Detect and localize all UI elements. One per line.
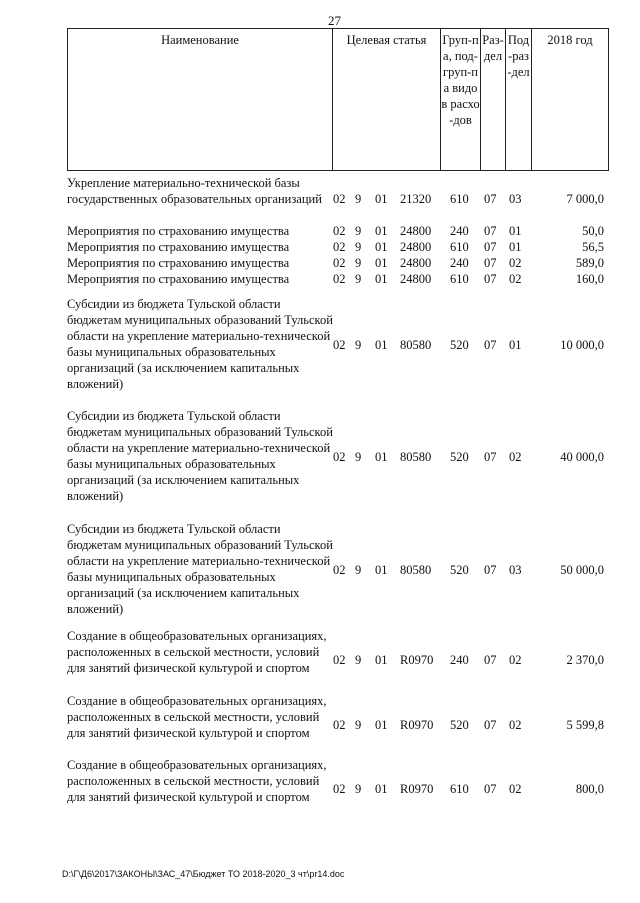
- row-expense-group: 610: [450, 781, 469, 796]
- row-expense-group: 610: [450, 271, 469, 286]
- row-code-1: 02: [333, 449, 346, 464]
- row-code-3: 01: [375, 717, 388, 732]
- row-subsection: 02: [509, 652, 522, 667]
- row-section: 07: [484, 781, 497, 796]
- row-subsection: 01: [509, 239, 522, 254]
- row-code-1: 02: [333, 223, 346, 238]
- row-amount: 50 000,0: [560, 562, 604, 577]
- row-section: 07: [484, 191, 497, 206]
- row-code-4: 80580: [400, 562, 432, 577]
- row-expense-group: 610: [450, 239, 469, 254]
- row-name: Укрепление материально-технической базы государственных образовательных организаций: [67, 176, 322, 206]
- row-code-3: 01: [375, 191, 388, 206]
- row-amount: 7 000,0: [566, 191, 604, 206]
- header-subsection: Под-раз-дел: [505, 28, 531, 171]
- row-code-4: R0970: [400, 652, 434, 667]
- row-code-2: 9: [355, 449, 362, 464]
- row-amount: 10 000,0: [560, 337, 604, 352]
- table-row: [0, 223, 640, 239]
- row-code-3: 01: [375, 239, 388, 254]
- row-amount: 589,0: [575, 255, 604, 270]
- row-section: 07: [484, 337, 497, 352]
- row-name: Мероприятия по страхованию имущества: [67, 272, 290, 286]
- row-amount: 800,0: [575, 781, 604, 796]
- table-row: [0, 521, 640, 619]
- table-row: [0, 628, 640, 692]
- row-code-2: 9: [355, 255, 362, 270]
- row-code-4: 80580: [400, 449, 432, 464]
- row-amount: 56,5: [582, 239, 604, 254]
- table-row: [0, 175, 640, 223]
- row-code-1: 02: [333, 717, 346, 732]
- row-code-2: 9: [355, 191, 362, 206]
- row-subsection: 02: [509, 255, 522, 270]
- row-section: 07: [484, 449, 497, 464]
- row-code-1: 02: [333, 239, 346, 254]
- row-expense-group: 240: [450, 223, 469, 238]
- row-section: 07: [484, 652, 497, 667]
- row-code-2: 9: [355, 271, 362, 286]
- row-code-3: 01: [375, 337, 388, 352]
- row-amount: 40 000,0: [560, 449, 604, 464]
- row-name: Создание в общеобразовательных организациях, расположенных в сельской местности, условий для занятий физической культурой и спортом: [67, 629, 327, 675]
- row-section: 07: [484, 255, 497, 270]
- row-expense-group: 240: [450, 652, 469, 667]
- header-year: 2018 год: [531, 28, 609, 171]
- row-expense-group: 610: [450, 191, 469, 206]
- row-code-2: 9: [355, 781, 362, 796]
- header-target-article: Целевая статья: [332, 28, 440, 171]
- row-code-4: R0970: [400, 781, 434, 796]
- row-code-1: 02: [333, 255, 346, 270]
- file-path-footer: D:\Г\Д6\2017\ЗАКОНЫ\ЗАС_47\Бюджет ТО 2018-2020_3 чт\pr14.doc: [62, 869, 345, 879]
- row-code-1: 02: [333, 337, 346, 352]
- row-name: Субсидии из бюджета Тульской области бюджетам муниципальных образований Тульской области на укрепление материально-технической базы муниципальных образовательных организаций (за исключением капитальных вложений): [67, 297, 333, 391]
- row-code-3: 01: [375, 562, 388, 577]
- table-row: [0, 239, 640, 255]
- row-subsection: 02: [509, 271, 522, 286]
- row-expense-group: 520: [450, 562, 469, 577]
- header-name: Наименование: [67, 28, 332, 171]
- row-code-4: 24800: [400, 239, 432, 254]
- header-expense-group: Груп-па, под-груп-па видов расхо-дов: [440, 28, 480, 171]
- row-section: 07: [484, 562, 497, 577]
- row-amount: 5 599,8: [566, 717, 604, 732]
- row-code-1: 02: [333, 652, 346, 667]
- row-expense-group: 520: [450, 337, 469, 352]
- row-subsection: 03: [509, 191, 522, 206]
- row-code-4: 24800: [400, 223, 432, 238]
- row-code-2: 9: [355, 337, 362, 352]
- row-code-3: 01: [375, 449, 388, 464]
- row-code-4: 24800: [400, 271, 432, 286]
- row-amount: 2 370,0: [566, 652, 604, 667]
- row-code-3: 01: [375, 223, 388, 238]
- table-row: [0, 296, 640, 394]
- row-code-1: 02: [333, 781, 346, 796]
- row-name: Субсидии из бюджета Тульской области бюджетам муниципальных образований Тульской области на укрепление материально-технической базы муниципальных образовательных организаций (за исключением капитальных вложений): [67, 522, 333, 616]
- row-code-1: 02: [333, 191, 346, 206]
- row-code-4: 24800: [400, 255, 432, 270]
- table-row: [0, 271, 640, 287]
- row-code-2: 9: [355, 239, 362, 254]
- row-subsection: 02: [509, 449, 522, 464]
- row-code-2: 9: [355, 717, 362, 732]
- row-code-4: 21320: [400, 191, 432, 206]
- row-section: 07: [484, 717, 497, 732]
- row-name: Создание в общеобразовательных организациях, расположенных в сельской местности, условий для занятий физической культурой и спортом: [67, 758, 327, 804]
- row-section: 07: [484, 271, 497, 286]
- row-name: Создание в общеобразовательных организациях, расположенных в сельской местности, условий для занятий физической культурой и спортом: [67, 694, 327, 740]
- row-amount: 160,0: [575, 271, 604, 286]
- row-subsection: 01: [509, 223, 522, 238]
- row-code-3: 01: [375, 781, 388, 796]
- row-name: Мероприятия по страхованию имущества: [67, 256, 290, 270]
- row-name: Субсидии из бюджета Тульской области бюджетам муниципальных образований Тульской области на укрепление материально-технической базы муниципальных образовательных организаций (за исключением капитальных вложений): [67, 409, 333, 503]
- row-expense-group: 520: [450, 717, 469, 732]
- row-code-2: 9: [355, 223, 362, 238]
- row-code-3: 01: [375, 652, 388, 667]
- header-section: Раз-дел: [480, 28, 505, 171]
- row-subsection: 02: [509, 781, 522, 796]
- row-code-4: 80580: [400, 337, 432, 352]
- table-row: [0, 693, 640, 757]
- table-row: [0, 408, 640, 506]
- row-code-2: 9: [355, 562, 362, 577]
- row-code-2: 9: [355, 652, 362, 667]
- row-subsection: 01: [509, 337, 522, 352]
- row-expense-group: 240: [450, 255, 469, 270]
- row-subsection: 02: [509, 717, 522, 732]
- page-number: 27: [328, 13, 341, 28]
- row-name: Мероприятия по страхованию имущества: [67, 224, 290, 238]
- row-name: Мероприятия по страхованию имущества: [67, 240, 290, 254]
- table-row: [0, 757, 640, 821]
- row-expense-group: 520: [450, 449, 469, 464]
- row-code-3: 01: [375, 255, 388, 270]
- row-subsection: 03: [509, 562, 522, 577]
- row-section: 07: [484, 239, 497, 254]
- row-code-1: 02: [333, 271, 346, 286]
- row-code-1: 02: [333, 562, 346, 577]
- row-section: 07: [484, 223, 497, 238]
- table-row: [0, 255, 640, 271]
- row-amount: 50,0: [582, 223, 604, 238]
- row-code-4: R0970: [400, 717, 434, 732]
- row-code-3: 01: [375, 271, 388, 286]
